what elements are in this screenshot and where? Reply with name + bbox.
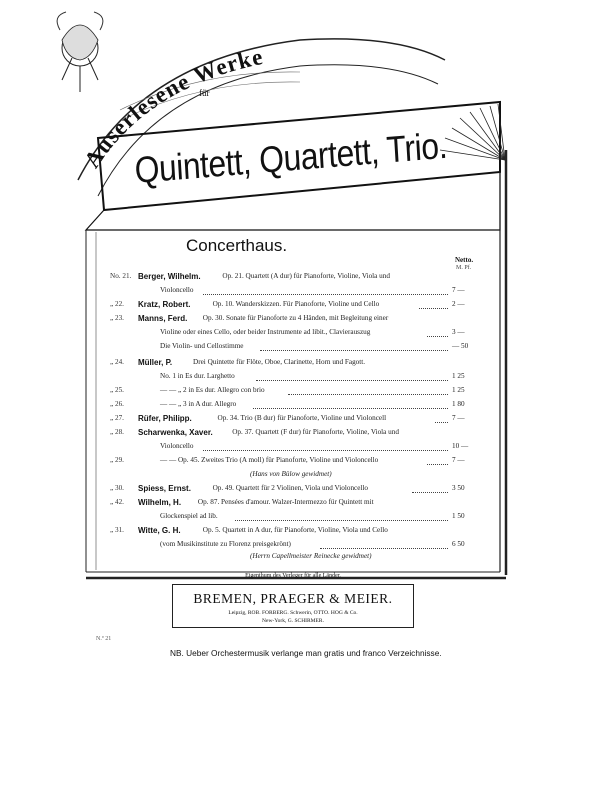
fuer-label: für: [199, 88, 210, 98]
leader-dots: [427, 336, 448, 337]
catalog-entry: [0, 498, 600, 511]
work-description: Drei Quintette für Flöte, Oboe, Clarinette, Horn und Fagott.: [193, 358, 366, 366]
catalog-entry: [0, 300, 600, 313]
plate-number: N.º 21: [96, 636, 112, 642]
entry-price: 2 —: [452, 300, 465, 308]
leader-dots: [253, 408, 448, 409]
entry-price: 10 —: [452, 442, 469, 450]
leader-dots: [320, 548, 448, 549]
entry-price: 7 —: [452, 286, 465, 294]
entry-number: „ 28.: [110, 428, 124, 436]
catalog-entry: [0, 470, 600, 483]
entry-price: 7 —: [452, 414, 465, 422]
work-description: Violoncello: [160, 286, 194, 294]
composer-name: Rüfer, Philipp.: [138, 414, 192, 423]
publisher-name: BREMEN, PRAEGER & MEIER.: [193, 591, 393, 606]
leader-dots: [256, 380, 448, 381]
work-description: Violine oder eines Cello, oder beider Instrumente ad libit., Clavierauszug: [160, 328, 371, 336]
work-description: — — „ 3 in A dur. Allegro: [160, 400, 237, 408]
entry-number: „ 26.: [110, 400, 124, 408]
catalog-entry: [0, 414, 600, 427]
composer-name: Kratz, Robert.: [138, 300, 191, 309]
leader-dots: [203, 294, 448, 295]
work-description: Op. 34. Trio (B dur) für Pianoforte, Violine und Violoncell: [217, 414, 387, 422]
agents-line-2: New-York, G. SCHIRMER.: [262, 618, 324, 624]
work-description: Op. 37. Quartett (F dur) für Pianoforte, Violine, Viola und: [232, 428, 399, 436]
work-description: No. 1 in Es dur. Larghetto: [160, 372, 235, 380]
entry-price: 1 80: [452, 400, 465, 408]
composer-name: Scharwenka, Xaver.: [138, 428, 213, 437]
work-description: Op. 49. Quartett für 2 Violinen, Viola und Violoncello: [212, 484, 369, 492]
work-description: — — Op. 45. Zweites Trio (A moll) für Pianoforte, Violine und Violoncello: [160, 456, 379, 464]
entry-price: 3 50: [452, 484, 465, 492]
entry-price: — 50: [452, 342, 469, 350]
catalog-entry: [0, 272, 600, 285]
entry-number: „ 30.: [110, 484, 124, 492]
leader-dots: [412, 492, 448, 493]
composer-name: Manns, Ferd.: [138, 314, 188, 323]
leader-dots: [419, 308, 448, 309]
arc-title-text: Auserlesene Werke: [79, 43, 266, 173]
footer-note: NB. Ueber Orchestermusik verlange man gratis und franco Verzeichnisse.: [170, 648, 442, 658]
work-description: Op. 10. Wanderskizzen. Für Pianoforte, Violine und Cello: [212, 300, 380, 308]
composer-name: Berger, Wilhelm.: [138, 272, 201, 281]
section-heading: Concerthaus.: [186, 236, 288, 255]
catalog-entry: [0, 400, 600, 413]
work-description: Op. 87. Pensées d'amour. Walzer-Intermezzo für Quintett mit: [197, 498, 374, 506]
catalog-entry: [0, 428, 600, 441]
entry-number: „ 25.: [110, 386, 124, 394]
entry-number: „ 29.: [110, 456, 124, 464]
leader-dots: [288, 394, 448, 395]
entry-price: 6 50: [452, 540, 465, 548]
entry-number: „ 31.: [110, 526, 124, 534]
catalog-entry: [0, 442, 600, 455]
catalog-entry: [0, 386, 600, 399]
catalog-entry: [0, 552, 600, 565]
entry-number: „ 22.: [110, 300, 124, 308]
leader-dots: [260, 350, 448, 351]
composer-name: Müller, P.: [138, 358, 173, 367]
leader-dots: [235, 520, 448, 521]
leader-dots: [203, 450, 448, 451]
entry-price: 1 25: [452, 372, 465, 380]
price-unit-label: M. Pf.: [456, 265, 472, 271]
catalog-entry: [0, 512, 600, 525]
work-description: (vom Musikinstitute zu Florenz preisgekrönt): [160, 540, 291, 548]
publisher-box: [172, 573, 414, 628]
dedication-note: (Hans von Bülow gewidmet): [250, 470, 332, 478]
work-description: Violoncello: [160, 442, 194, 450]
work-description: Glockenspiel ad lib.: [160, 512, 218, 520]
dedication-note: (Herrn Capellmeister Reinecke gewidmet): [250, 552, 372, 560]
catalog-entry: [0, 328, 600, 341]
catalog-entry: [0, 456, 600, 469]
leader-dots: [427, 464, 448, 465]
catalog-entry: [0, 314, 600, 327]
work-description: Op. 21. Quartett (A dur) für Pianoforte, Violine, Viola und: [222, 272, 390, 280]
cherub-ornament: [57, 12, 103, 92]
entry-number: „ 42.: [110, 498, 124, 506]
entry-price: 3 —: [452, 328, 465, 336]
work-description: Op. 5. Quartett in A dur, für Pianoforte, Violine, Viola und Cello: [202, 526, 388, 534]
entry-number: „ 23.: [110, 314, 124, 322]
work-description: Op. 30. Sonate für Pianoforte zu 4 Händen, mit Begleitung einer: [202, 314, 389, 322]
work-description: — — „ 2 in Es dur. Allegro con brio: [160, 386, 265, 394]
ownership-line: Eigenthum des Verleger für alle Länder.: [245, 573, 341, 579]
composer-name: Wilhelm, H.: [138, 498, 182, 507]
entry-price: 1 25: [452, 386, 465, 394]
catalog-entry: [0, 286, 600, 299]
composer-name: Spiess, Ernst.: [138, 484, 191, 493]
entry-price: 7 —: [452, 456, 465, 464]
price-column-header: Netto.: [455, 256, 474, 264]
work-description: Die Violin- und Cellostimme: [160, 342, 244, 350]
agents-line-1: Leipzig, ROB. FORBERG. Schwerin, OTTO. HOG & Co.: [228, 610, 358, 616]
leader-dots: [435, 422, 449, 423]
catalog-entry: [0, 526, 600, 539]
entry-number: No. 21.: [110, 272, 132, 280]
catalog-entry: [0, 358, 600, 371]
composer-name: Witte, G. H.: [138, 526, 181, 535]
entry-number: „ 27.: [110, 414, 124, 422]
main-title: Quintett, Quartett, Trio.: [133, 124, 449, 192]
entry-number: „ 24.: [110, 358, 124, 366]
catalog-entry: [0, 484, 600, 497]
catalog-entry: [0, 342, 600, 355]
catalog-entry: [0, 372, 600, 385]
entry-price: 1 50: [452, 512, 465, 520]
